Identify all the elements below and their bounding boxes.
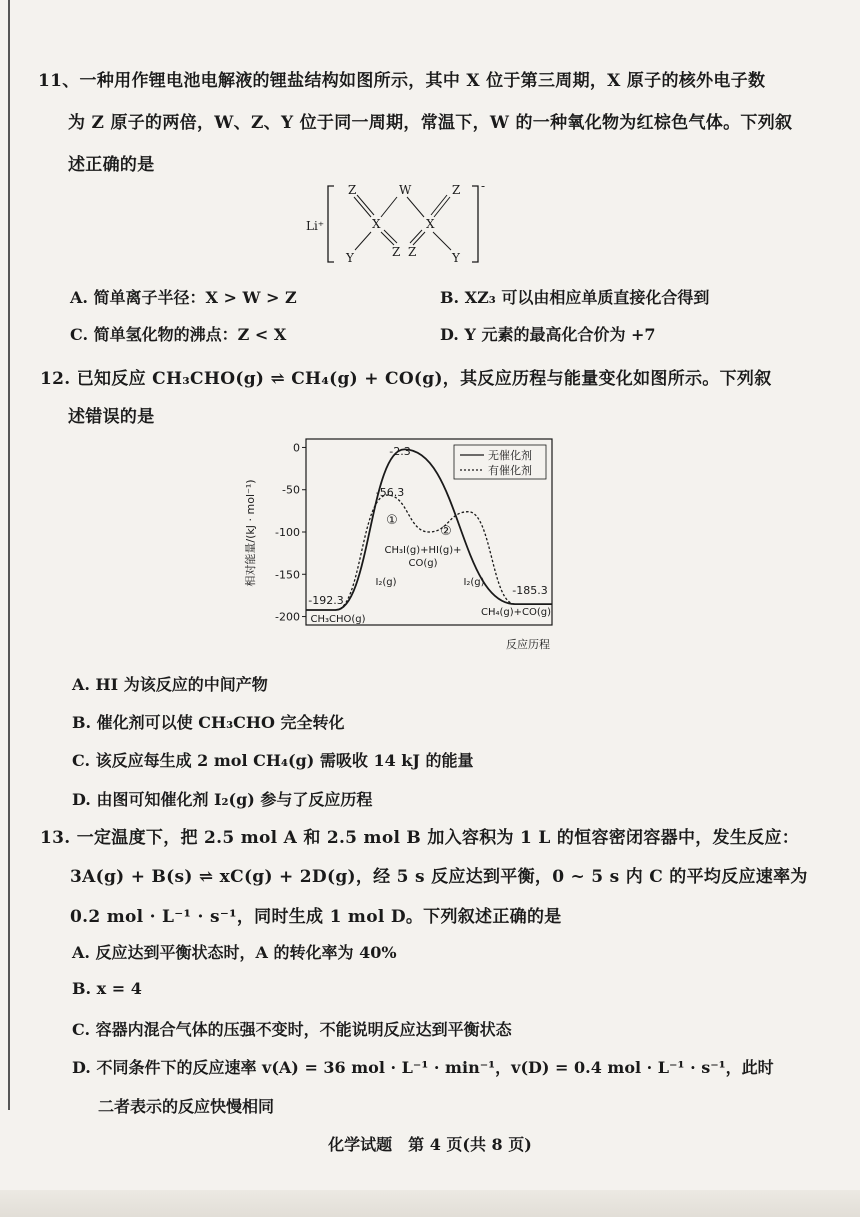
q13-option-d-line2: 二者表示的反应快慢相同 [98, 1097, 275, 1116]
struct-atom-z1: Z [348, 183, 357, 197]
q11-option-d: D. Y 元素的最高化合价为 +7 [440, 325, 656, 344]
energy-profile-chart [240, 433, 570, 658]
q13-stem-line3: 0.2 mol · L⁻¹ · s⁻¹，同时生成 1 mol D。下列叙述正确的是 [70, 907, 562, 927]
label-step-1: ① [386, 513, 398, 528]
q11-option-a: A. 简单离子半径：X > W > Z [70, 288, 297, 307]
q13-option-a: A. 反应达到平衡状态时，A 的转化率为 40% [72, 943, 397, 962]
struct-atom-z2: Z [452, 183, 461, 197]
q13-option-b: B. x = 4 [72, 979, 142, 998]
struct-atom-z3: Z [392, 245, 401, 259]
page-footer: 化学试题 第 4 页(共 8 页) [328, 1135, 532, 1154]
q12-option-c: C. 该反应每生成 2 mol CH₄(g) 需吸收 14 kJ 的能量 [72, 751, 474, 770]
q12-stem-line2: 述错误的是 [68, 407, 155, 427]
y-tick-label: -150 [275, 568, 300, 582]
q12-option-a: A. HI 为该反应的中间产物 [72, 675, 268, 694]
chart-legend [454, 445, 546, 479]
q13-option-d-line1: D. 不同条件下的反应速率 v(A) = 36 mol · L⁻¹ · min⁻¹，v(D) = 0.4 mol · L⁻¹ · s⁻¹，此时 [72, 1058, 774, 1077]
q11-stem-line3: 述正确的是 [68, 155, 155, 175]
label-reactant-energy: -192.3 [308, 594, 344, 607]
struct-atom-y1: Y [346, 251, 354, 265]
x-axis-label: 反应历程 [506, 638, 550, 651]
struct-charge: - [481, 180, 486, 193]
label-reactant: CH₃CHO(g) [310, 614, 366, 625]
struct-atom-w: W [399, 183, 412, 197]
binding-margin-line [8, 0, 10, 1110]
struct-li-cation: Li⁺ [306, 219, 325, 233]
struct-atom-z4: Z [408, 245, 417, 259]
legend-with-catalyst: 有催化剂 [488, 464, 532, 477]
scan-edge [0, 1190, 860, 1217]
label-product: CH₄(g)+CO(g) [480, 607, 552, 618]
y-tick-label: -100 [275, 526, 300, 539]
lithium-salt-structure [300, 180, 500, 270]
label-peak-catalyzed: -56.3 [375, 486, 405, 499]
struct-atom-y2: Y [452, 251, 460, 265]
q12-option-b: B. 催化剂可以使 CH₃CHO 完全转化 [72, 713, 345, 732]
q13-stem-line1: 13. 一定温度下，把 2.5 mol A 和 2.5 mol B 加入容积为 1 L 的恒容密闭容器中，发生反应： [40, 828, 800, 848]
q11-stem-line2: 为 Z 原子的两倍，W、Z、Y 位于同一周期，常温下，W 的一种氧化物为红棕色气体。下列叙 [68, 113, 793, 133]
legend-no-catalyst: 无催化剂 [488, 449, 532, 462]
y-axis-label: 相对能量/(kJ · mol⁻¹) [244, 479, 257, 587]
label-intermediate-2: CO(g) [408, 558, 438, 569]
y-tick-label: -50 [282, 483, 300, 497]
q11-stem-line1: 11、一种用作锂电池电解液的锂盐结构如图所示，其中 X 位于第三周期，X 原子的核外电子数 [38, 71, 766, 91]
label-intermediate-1: CH₃I(g)+HI(g)+ [384, 545, 462, 556]
y-tick-label: 0 [293, 441, 300, 455]
q13-stem-line2: 3A(g) + B(s) ⇌ xC(g) + 2D(g)，经 5 s 反应达到平衡，0 ~ 5 s 内 C 的平均反应速率为 [70, 867, 808, 887]
q12-option-d: D. 由图可知催化剂 I₂(g) 参与了反应历程 [72, 790, 373, 809]
q11-option-c: C. 简单氢化物的沸点：Z < X [70, 325, 287, 344]
y-tick-label: -200 [275, 610, 300, 624]
struct-atom-x2: X [426, 217, 435, 231]
label-peak-uncatalyzed: -2.3 [389, 445, 411, 458]
label-product-energy: -185.3 [512, 584, 548, 597]
q11-option-b: B. XZ₃ 可以由相应单质直接化合得到 [440, 288, 710, 307]
q12-stem-line1: 12. 已知反应 CH₃CHO(g) ⇌ CH₄(g) + CO(g)，其反应历程与能量变化如图所示。下列叙 [40, 369, 772, 389]
label-step-2: ② [440, 524, 452, 539]
q13-option-c: C. 容器内混合气体的压强不变时，不能说明反应达到平衡状态 [72, 1020, 512, 1039]
label-i2-right: I₂(g) [463, 577, 485, 588]
struct-atom-x1: X [372, 217, 381, 231]
label-i2-left: I₂(g) [375, 577, 397, 588]
